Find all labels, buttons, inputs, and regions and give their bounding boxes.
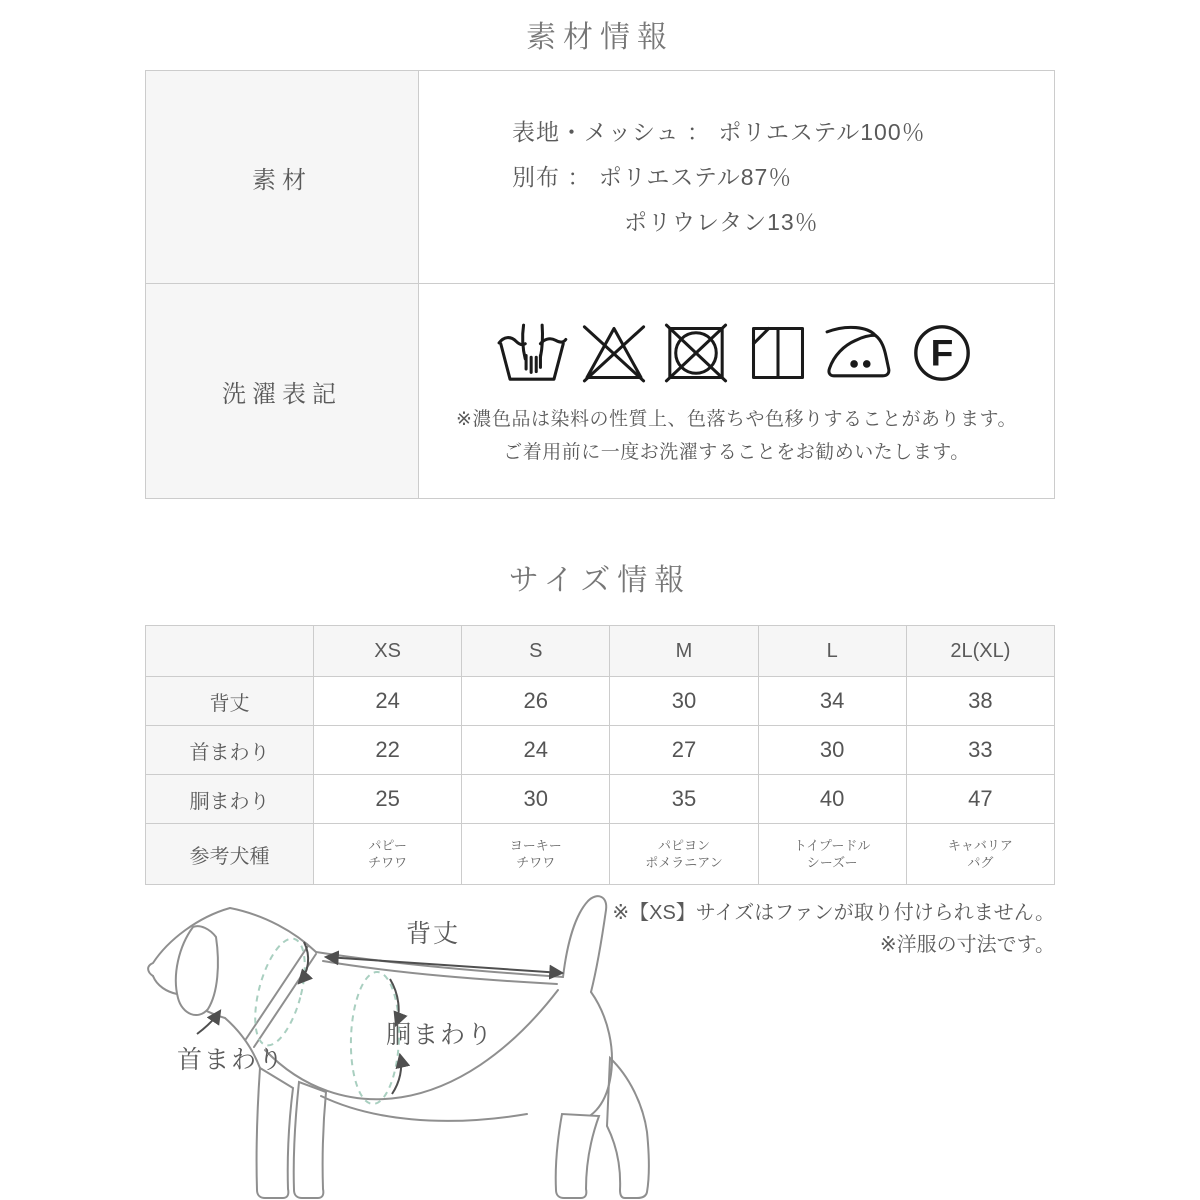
washing-row-label: 洗濯表記 [146,284,419,499]
do-not-tumble-dry-icon [658,313,734,393]
breed-cell [462,824,610,885]
breed-line: チワワ [516,855,556,870]
size-header-2l: 2L(XL) [906,626,1054,677]
breed-line: ポメラニアン [645,855,723,870]
cell-value: 24 [462,726,610,775]
row-label: 参考犬種 [146,824,314,885]
dog-far-hind-leg [607,1058,649,1198]
size-table [145,625,1055,885]
dog-belly-line [321,1096,527,1121]
material-line-1: 表地・メッシュ ： ポリエステル100％ [512,118,926,145]
table-row-back-length [146,677,1055,726]
dog-far-front-leg [294,1082,326,1198]
breed-line: パピヨン [657,838,710,853]
cell-value: 47 [906,775,1054,824]
size-header-empty [146,626,314,677]
neck-label: 首まわり [176,1046,286,1074]
dog-head-back-outline [148,908,316,976]
dry-clean-f-icon [904,313,980,393]
breed-line: シーズー [806,855,858,870]
dog-near-hind-leg [556,1114,599,1198]
table-row-breeds [146,824,1055,885]
do-not-bleach-icon [576,313,652,393]
breed-line: パグ [967,855,994,870]
dog-tail [563,896,606,992]
dog-hip [573,992,612,1122]
cell-value: 33 [906,726,1054,775]
dry-clean-letter: F [930,331,953,374]
cell-value: 26 [462,677,610,726]
table-row-neck [146,726,1055,775]
cell-value: 40 [758,775,906,824]
cell-value: 34 [758,677,906,726]
row-label: 首まわり [146,726,314,775]
row-label: 胴まわり [146,775,314,824]
washing-row [146,284,1055,499]
hand-wash-icon [494,313,570,393]
size-section-title: サイズ情報 [508,564,692,597]
washing-symbols [494,313,980,393]
material-section-title: 素材情報 [526,21,674,54]
breed-cell [758,824,906,885]
material-row-content [419,71,1055,284]
breed-line: トイプードル [793,838,871,853]
material-line-3: ポリウレタン13％ [624,208,819,235]
back-length-arrow [326,957,562,973]
neck-measure-ellipse [245,933,314,1050]
back-length-label: 背丈 [405,920,461,948]
washing-row-content [419,284,1055,499]
breed-cell [610,824,758,885]
dog-near-front-leg [257,1068,293,1198]
material-row [146,71,1055,284]
dog-measurement-diagram [113,880,683,1200]
cell-value: 30 [758,726,906,775]
breed-cell [314,824,462,885]
vest-collar-line-1 [246,946,308,1039]
table-row-girth [146,775,1055,824]
size-header-xs: XS [314,626,462,677]
cell-value: 24 [314,677,462,726]
size-header-m: M [610,626,758,677]
cell-value: 38 [906,677,1054,726]
size-header-l: L [758,626,906,677]
cell-value: 22 [314,726,462,775]
breed-line: ヨーキー [509,838,562,853]
breed-line: パピー [368,838,407,853]
cell-value: 35 [610,775,758,824]
material-line-2: 別布 ： ポリエステル87％ [512,163,793,190]
washing-note-2: ご着用前に一度お洗濯することをお勧めいたします。 [503,442,970,463]
breed-line: キャバリア [947,838,1013,853]
size-note-1: ※【XS】サイズはファンが取り付けられません。 [612,902,1055,924]
girth-label: 胴まわり [386,1021,495,1049]
breed-line: チワワ [368,855,408,870]
cell-value: 30 [462,775,610,824]
row-label: 背丈 [146,677,314,726]
size-header-s: S [462,626,610,677]
line-dry-in-shade-icon [740,313,816,393]
cell-value: 30 [610,677,758,726]
material-table [145,70,1055,499]
iron-two-dots-icon [822,313,898,393]
size-table-header [146,626,1055,677]
breed-cell [906,824,1054,885]
material-row-label: 素材 [146,71,419,284]
dog-ear [176,926,218,1015]
size-note-2: ※洋服の寸法です。 [879,934,1055,956]
cell-value: 27 [610,726,758,775]
cell-value: 25 [314,775,462,824]
washing-note-1: ※濃色品は染料の性質上、色落ちや色移りすることがあります。 [456,409,1017,430]
